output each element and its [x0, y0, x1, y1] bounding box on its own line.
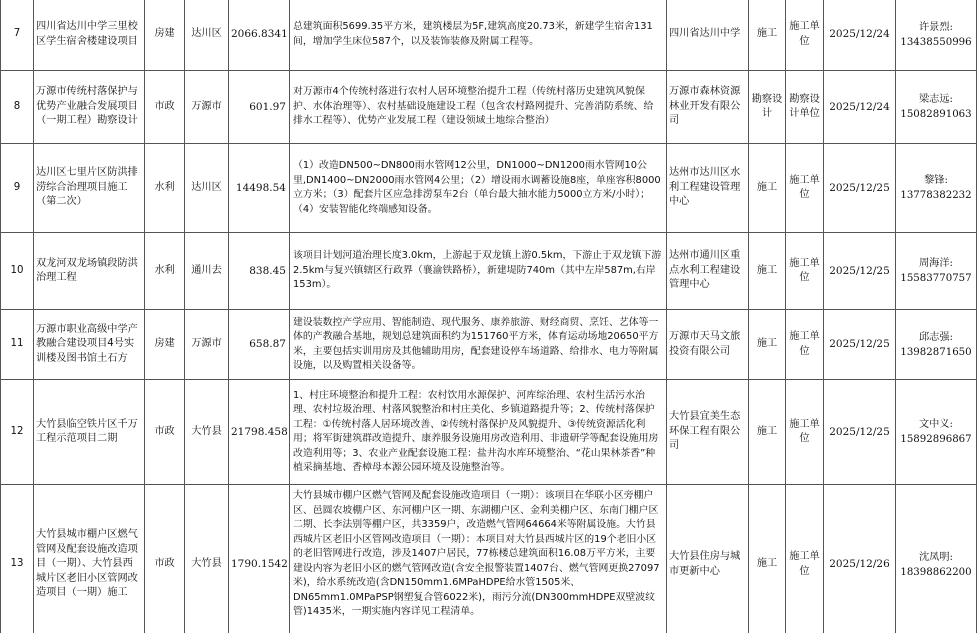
project-description: （1）改造DN500~DN800雨水管网12公里，DN1000~DN1200雨水管网10公里,DN1400~DN2000雨水管网4公里；（2）增设雨水调蓄设施8座，单座容积8000立方米；（3）配套片区应急排涝泵车2台（单台最大抽水能力5000立方米/小时）；（4）安装智能化终端感知设备。 [290, 144, 667, 233]
project-description: 建设装数控产学应用、智能制造、现代服务、康养旅游、财经商贸、烹饪、艺体等一体的产教融合基地，规划总建筑面积约为151760平方米，体育运动场地20650平方米，主要包括实训用房及其他辅助用房，配套建设停车场道路、给排水、电力等附属设施，以及购置相关设备等。 [290, 310, 667, 380]
project-investment: 14498.54 [229, 144, 290, 233]
contact-cell [896, 310, 977, 380]
bid-date: 2025/12/25 [824, 380, 896, 485]
contact-cell [896, 0, 977, 71]
project-stage: 施工 [749, 485, 786, 633]
bid-type: 施工单位 [786, 233, 824, 310]
project-owner: 四川省达川中学 [667, 0, 749, 71]
project-area: 达川区 [185, 0, 229, 71]
project-owner: 大竹县住房与城市更新中心 [667, 485, 749, 633]
table-row [1, 0, 977, 71]
contact-phone: 18398862200 [900, 566, 972, 578]
project-stage: 施工 [749, 0, 786, 71]
table-body [1, 0, 977, 633]
row-number: 12 [1, 380, 34, 485]
project-description: 总建筑面积5699.35平方米，建筑楼层为5F,建筑高度20.73米，新建学生宿舍131间，增加学生床位587个，以及装饰装修及附属工程等。 [290, 0, 667, 71]
project-description: 大竹县城市棚户区燃气管网及配套设施改造项目（一期）：该项目在华联小区旁棚户区、邑圆农坡棚户区、东河棚户区一期、东湖棚户区、金利美棚户区、东南门棚户区二期、长李法别等棚户区，共3359户，改造燃气管网64664米等附属设施。大竹县西城片区老旧小区管网改造项目（一期）：本项目对大竹县西城片区的19个老旧小区的老旧管网进行改造，涉及1407户居民，77栋楼总建筑面积16.08万平方米，主要建设内容为老旧小区的燃气管网改造(含安全报警装置1407台、燃气管网更换27097米)，给水系统改造(含DN150mm1.6MPaHDPE给水管1505米、DN65mm1.0MPaPSP钢塑复合管6022米)，雨污分流(DN300mmHDPE双壁波纹管)1435米，一期实施内容详见工程清单。 [290, 485, 667, 633]
row-number: 8 [1, 71, 34, 144]
bid-type: 施工单位 [786, 485, 824, 633]
project-description: 1、村庄环境整治和提升工程：农村饮用水源保护、河库综治理、农村生活污水治理、农村垃圾治理、村落风貌整治和村庄美化、乡镇道路提升等；2、传统村落保护工程：①传统村落人居环境改善、②传统村落保护及风貌提升、③传统资源活化利用；将军街建筑群改造提升、康养服务设施用房改造利用、非遗研学等配套设施用房改造利用等；3、农业产业配套设施工程：盐井沟水库环境整治、“花山果林茶香”种植采摘基地、香樟母本源公园环境及设施整治等。 [290, 380, 667, 485]
project-area: 达川区 [185, 144, 229, 233]
project-investment: 2066.8341 [229, 0, 290, 71]
row-number: 10 [1, 233, 34, 310]
table-row [1, 485, 977, 633]
bid-date: 2025/12/24 [824, 71, 896, 144]
contact-name: 沈凤明: [919, 551, 953, 563]
contact-name: 许景烈: [919, 21, 953, 33]
project-type: 市政 [145, 71, 185, 144]
project-investment: 601.97 [229, 71, 290, 144]
project-investment: 21798.458 [229, 380, 290, 485]
table-row [1, 144, 977, 233]
project-area: 通川去 [185, 233, 229, 310]
table-row [1, 380, 977, 485]
project-investment: 658.87 [229, 310, 290, 380]
project-investment: 1790.1542 [229, 485, 290, 633]
project-area: 万源市 [185, 310, 229, 380]
project-type: 市政 [145, 485, 185, 633]
row-number: 7 [1, 0, 34, 71]
contact-name: 黎锋: [924, 175, 948, 186]
contact-name: 文中义: [919, 419, 953, 430]
project-stage: 施工 [749, 144, 786, 233]
project-stage: 施工 [749, 380, 786, 485]
bid-type: 施工单位 [786, 144, 824, 233]
project-stage: 施工 [749, 310, 786, 380]
bid-type: 施工单位 [786, 0, 824, 71]
project-area: 大竹县 [185, 485, 229, 633]
contact-phone: 15082891063 [900, 109, 972, 120]
bid-date: 2025/12/25 [824, 233, 896, 310]
row-number: 13 [1, 485, 34, 633]
contact-cell [896, 485, 977, 633]
project-name: 四川省达川中学三里校区学生宿舍楼建设项目 [34, 0, 145, 71]
project-area: 万源市 [185, 71, 229, 144]
project-investment: 838.45 [229, 233, 290, 310]
project-name: 大竹县临空铁片区千万工程示范项目二期 [34, 380, 145, 485]
project-owner: 万源市天马文旅投资有限公司 [667, 310, 749, 380]
table-row [1, 233, 977, 310]
table-row [1, 71, 977, 144]
contact-name: 周海洋: [919, 258, 953, 269]
contact-phone: 15583770757 [900, 273, 972, 284]
project-description: 对万源市4个传统村落进行农村人居环境整治提升工程（传统村落历史建筑风貌保护、水体治理等）、农村基础设施建设工程（包含农村路网提升、完善消防系统、给排水工程等）、优势产业发展工程（建设领域土地综合整治） [290, 71, 667, 144]
project-area: 大竹县 [185, 380, 229, 485]
project-owner: 达州市通川区重点水利工程建设管理中心 [667, 233, 749, 310]
project-owner: 大竹县宜美生态环保工程有限公司 [667, 380, 749, 485]
contact-cell [896, 144, 977, 233]
project-type: 房建 [145, 310, 185, 380]
contact-name: 邱志强: [919, 331, 953, 343]
contact-name: 梁志远: [919, 94, 953, 105]
contact-phone: 13778382232 [900, 190, 972, 201]
project-name: 达川区七里片区防洪排涝综合治理项目施工（第二次） [34, 144, 145, 233]
project-stage: 勘察设计 [749, 71, 786, 144]
project-stage: 施工 [749, 233, 786, 310]
project-owner: 达州市达川区水利工程建设管理中心 [667, 144, 749, 233]
project-type: 水利 [145, 233, 185, 310]
bid-date: 2025/12/26 [824, 485, 896, 633]
contact-cell [896, 233, 977, 310]
bid-date: 2025/12/25 [824, 144, 896, 233]
project-name: 双龙河双龙场镇段防洪治理工程 [34, 233, 145, 310]
bid-type: 勘察设计单位 [786, 71, 824, 144]
contact-cell [896, 380, 977, 485]
bid-type: 施工单位 [786, 380, 824, 485]
project-name: 万源市职业高级中学产教融合建设项目4号实训楼及图书馆土石方 [34, 310, 145, 380]
project-description: 该项目计划河道治理长度3.0km，上游起于双龙镇上游0.5km，下游止于双龙镇下游2.5km与复兴镇辖区行政界（襄渝铁路桥），新建堤防740m（其中左岸587m,右岸153m）。 [290, 233, 667, 310]
bid-date: 2025/12/24 [824, 0, 896, 71]
project-type: 市政 [145, 380, 185, 485]
row-number: 11 [1, 310, 34, 380]
project-type: 房建 [145, 0, 185, 71]
contact-cell [896, 71, 977, 144]
project-owner: 万源市森林资源林业开发有限公司 [667, 71, 749, 144]
project-name: 万源市传统村落保护与优势产业融合发展项目（一期工程）勘察设计 [34, 71, 145, 144]
contact-phone: 13438550996 [900, 36, 972, 48]
project-name: 大竹县城市棚户区燃气管网及配套设施改造项目（一期）、大竹县西城片区老旧小区管网改造项目（一期）施工 [34, 485, 145, 633]
contact-phone: 15892896867 [900, 434, 972, 445]
bid-type: 施工单位 [786, 310, 824, 380]
project-type: 水利 [145, 144, 185, 233]
bid-date: 2025/12/25 [824, 310, 896, 380]
table-row [1, 310, 977, 380]
row-number: 9 [1, 144, 34, 233]
contact-phone: 13982871650 [900, 346, 972, 358]
